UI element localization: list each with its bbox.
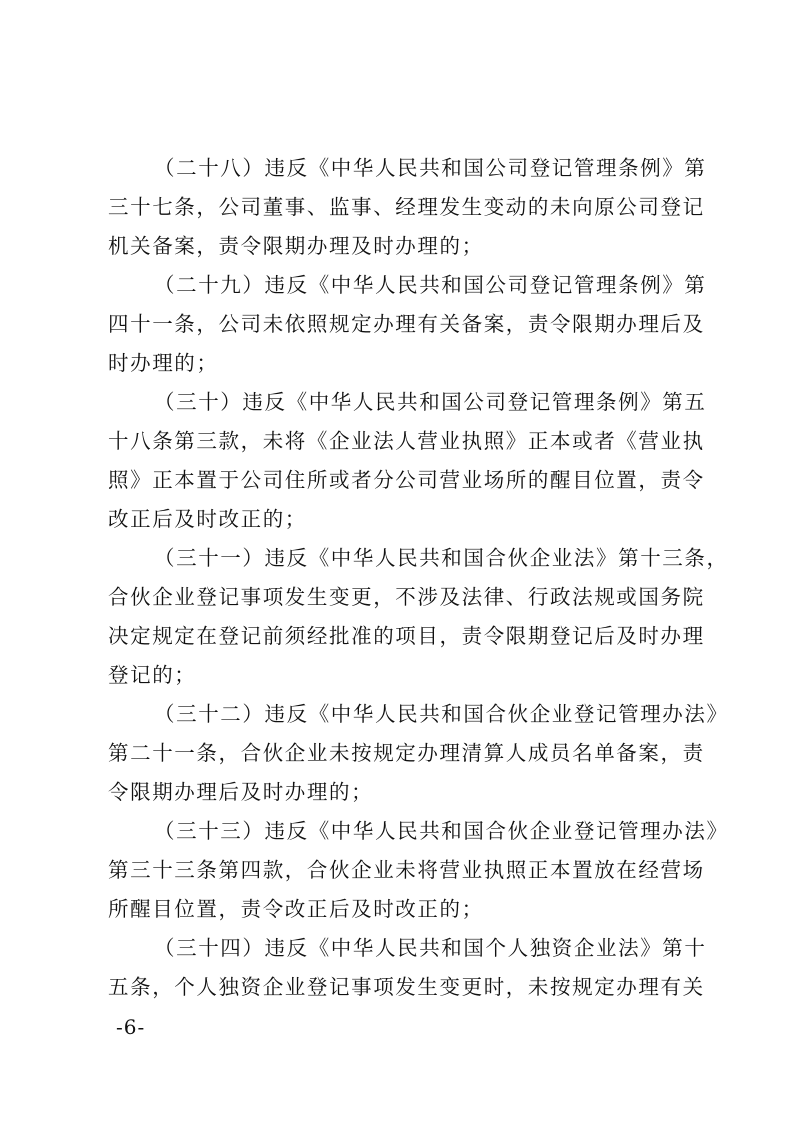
text-line: 四十一条，公司未依照规定办理有关备案，责令限期办理后及 xyxy=(108,312,705,336)
text-line: （二十八）违反《中华人民共和国公司登记管理条例》第 xyxy=(154,156,707,180)
text-line: 改正后及时改正的； xyxy=(108,507,307,531)
page-number: -6- xyxy=(116,1015,146,1039)
text-line: （三十二）违反《中华人民共和国合伙企业登记管理办法》 xyxy=(154,702,729,726)
text-line: 决定规定在登记前须经批准的项目，责令限期登记后及时办理 xyxy=(108,624,705,648)
text-line: （三十四）违反《中华人民共和国个人独资企业法》第十 xyxy=(154,936,707,960)
text-line: 第三十三条第四款，合伙企业未将营业执照正本置放在经营场 xyxy=(108,858,705,882)
text-line: 合伙企业登记事项发生变更，不涉及法律、行政法规或国务院 xyxy=(108,585,705,609)
document-body xyxy=(108,149,729,1007)
text-line: （三十三）违反《中华人民共和国合伙企业登记管理办法》 xyxy=(154,819,729,843)
text-line: 第二十一条，合伙企业未按规定办理清算人成员名单备案，责 xyxy=(108,741,705,765)
text-line: 五条，个人独资企业登记事项发生变更时，未按规定办理有关 xyxy=(108,975,705,999)
text-line: 登记的； xyxy=(108,663,197,687)
text-line: （二十九）违反《中华人民共和国公司登记管理条例》第 xyxy=(154,273,707,297)
text-line: 三十七条，公司董事、监事、经理发生变动的未向原公司登记 xyxy=(108,195,705,219)
text-line: 令限期办理后及时办理的； xyxy=(108,780,374,804)
text-line: 时办理的； xyxy=(108,351,219,375)
text-line: 所醒目位置，责令改正后及时改正的； xyxy=(108,897,484,921)
text-line: （三十一）违反《中华人民共和国合伙企业法》第十三条， xyxy=(154,546,729,570)
text-line: 照》正本置于公司住所或者分公司营业场所的醒目位置，责令 xyxy=(108,468,705,492)
text-line: 十八条第三款，未将《企业法人营业执照》正本或者《营业执 xyxy=(108,429,705,453)
text-line: （三十）违反《中华人民共和国公司登记管理条例》第五 xyxy=(154,390,707,414)
text-line: 机关备案，责令限期办理及时办理的； xyxy=(108,234,484,258)
